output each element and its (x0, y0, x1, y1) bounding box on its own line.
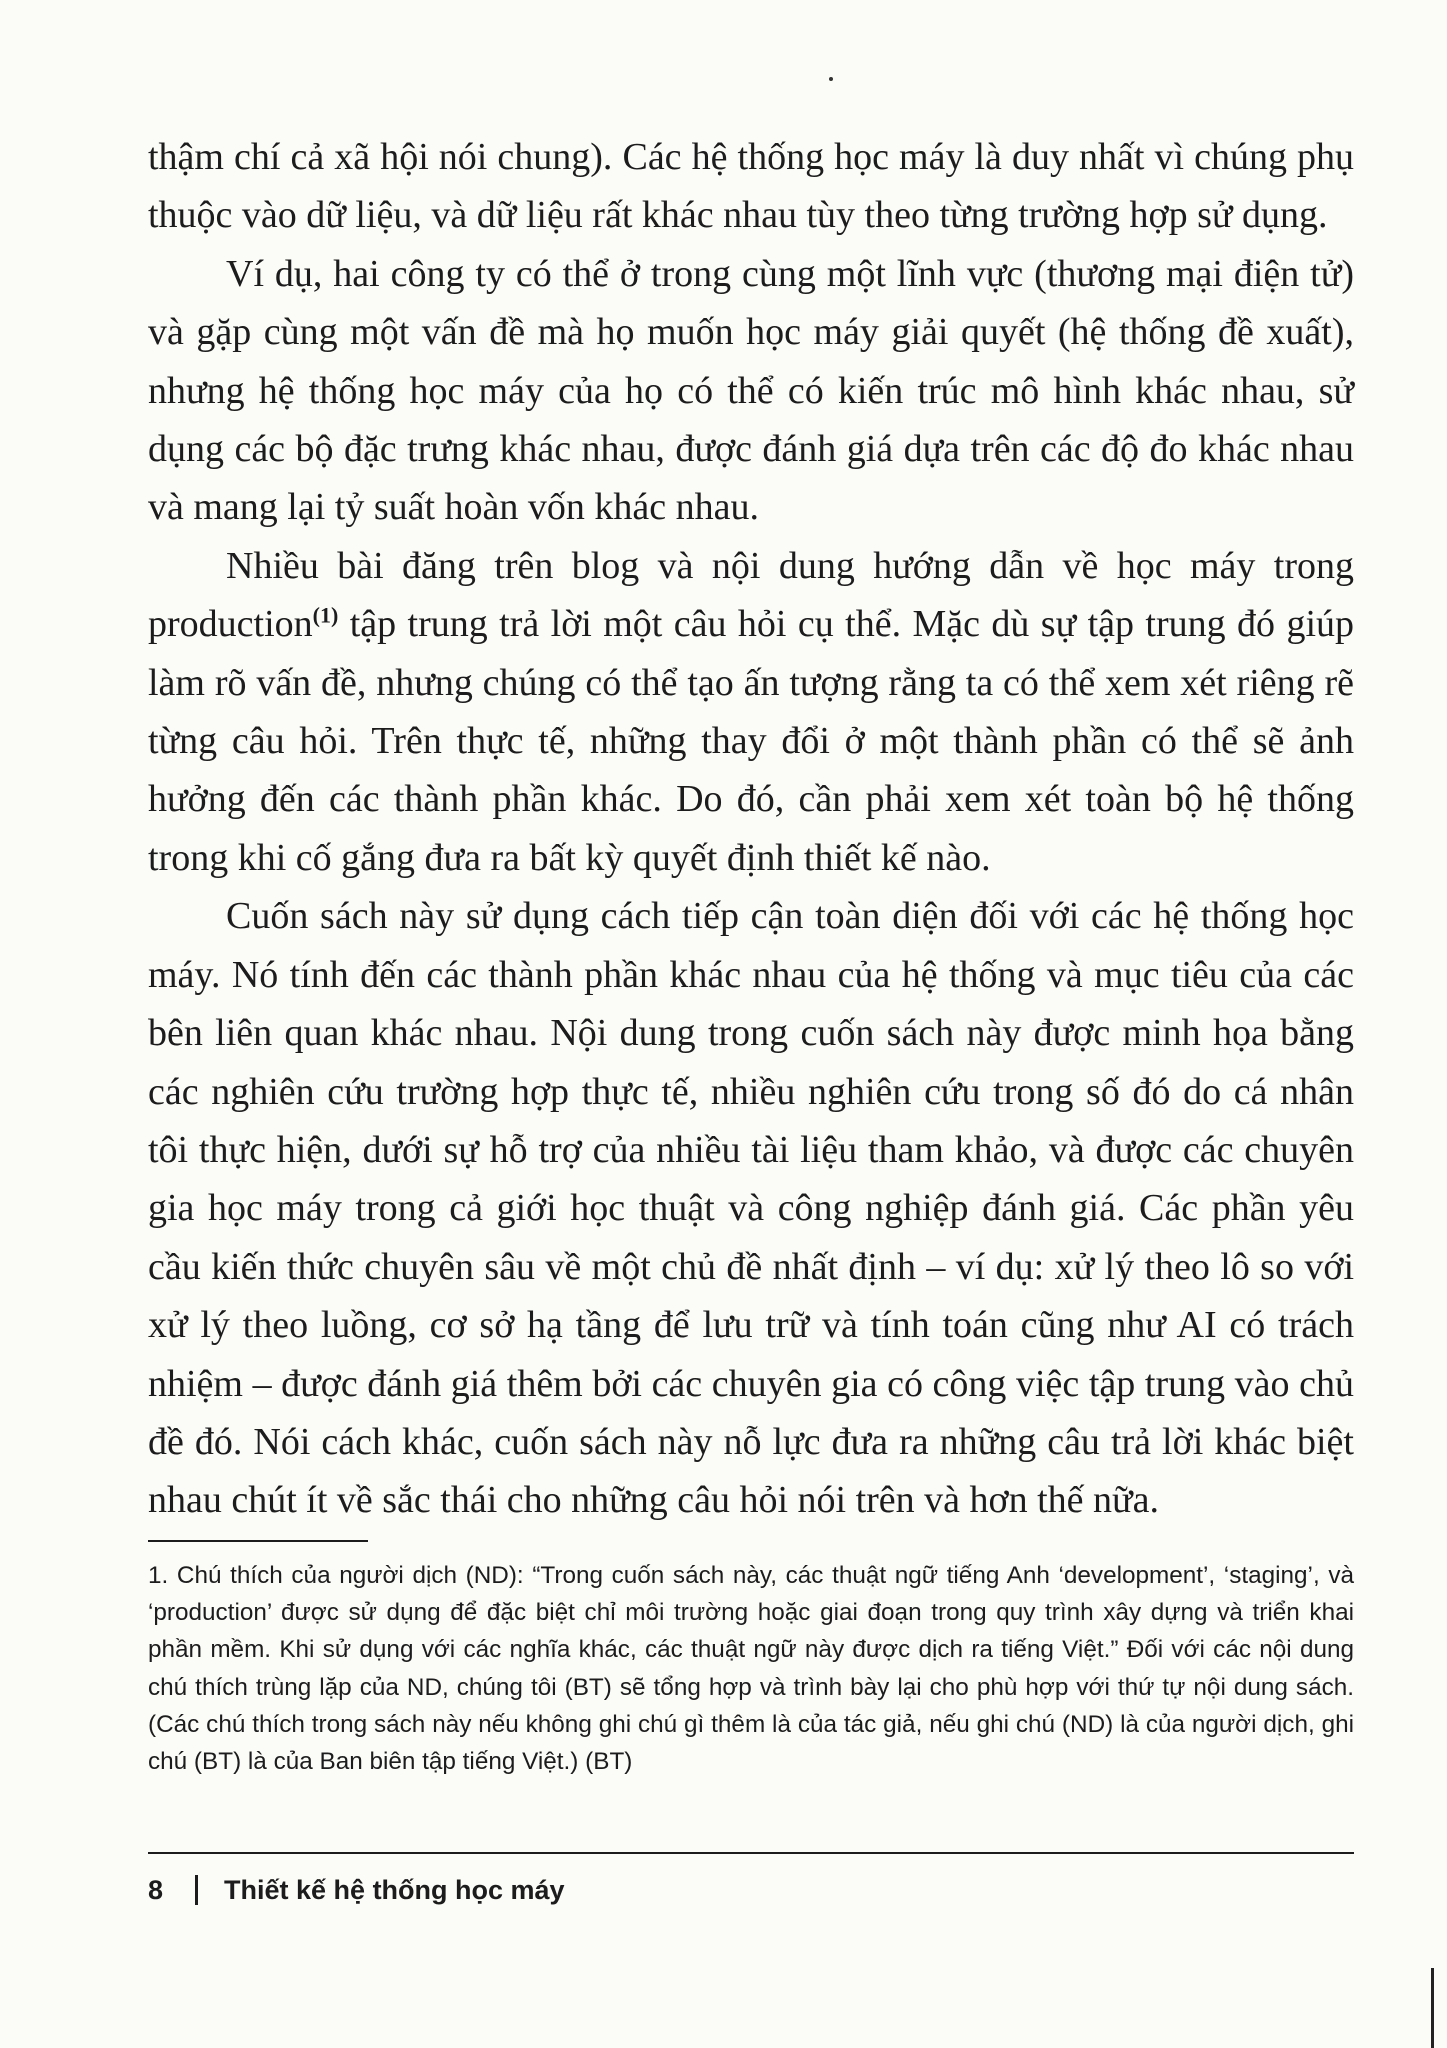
footer-divider (148, 1852, 1354, 1854)
footnote-reference[interactable]: (1) (312, 602, 339, 628)
paragraph-3 (148, 537, 1354, 887)
paragraph-3-before: Nhiều bài đăng trên blog và nội dung hướng dẫn về học máy trong production (148, 544, 1354, 646)
paragraph-2: Ví dụ, hai công ty có thể ở trong cùng một lĩnh vực (thương mại điện tử) và gặp cùng một vấn đề mà họ muốn học máy giải quyết (hệ thống đề xuất), nhưng hệ thống học máy của họ có thể có kiến trúc mô hình khác nhau, sử dụng các bộ đặc trưng khác nhau, được đánh giá dựa trên các độ đo khác nhau và mang lại tỷ suất hoàn vốn khác nhau. (148, 252, 1354, 529)
paragraph-3-after: tập trung trả lời một câu hỏi cụ thể. Mặc dù sự tập trung đó giúp làm rõ vấn đề, nhưng chúng có thể tạo ấn tượng rằng ta có thể xem xét riêng rẽ từng câu hỏi. Trên thực tế, những thay đổi ở một thành phần có thể sẽ ảnh hưởng đến các thành phần khác. Do đó, cần phải xem xét toàn bộ hệ thống trong khi cố gắng đưa ra bất kỳ quyết định thiết kế nào. (148, 603, 1354, 879)
speck-mark (829, 77, 833, 81)
body-text (148, 128, 1354, 1530)
page-edge-mark (1431, 1968, 1434, 2048)
page-footer (148, 1868, 565, 1912)
footnote-divider (148, 1540, 368, 1542)
paragraph-4: Cuốn sách này sử dụng cách tiếp cận toàn diện đối với các hệ thống học máy. Nó tính đến các thành phần khác nhau của hệ thống và mục tiêu của các bên liên quan khác nhau. Nội dung trong cuốn sách này được minh họa bằng các nghiên cứu trường hợp thực tế, nhiều nghiên cứu trong số đó do cá nhân tôi thực hiện, dưới sự hỗ trợ của nhiều tài liệu tham khảo, và được các chuyên gia học máy trong cả giới học thuật và công nghiệp đánh giá. Các phần yêu cầu kiến thức chuyên sâu về một chủ đề nhất định – ví dụ: xử lý theo lô so với xử lý theo luồng, cơ sở hạ tầng để lưu trữ và tính toán cũng như AI có trách nhiệm – được đánh giá thêm bởi các chuyên gia có công việc tập trung vào chủ đề đó. Nói cách khác, cuốn sách này nỗ lực đưa ra những câu trả lời khác biệt nhau chút ít về sắc thái cho những câu hỏi nói trên và hơn thế nữa. (148, 895, 1354, 1522)
page-number: 8 (148, 1874, 164, 1905)
footer-separator (195, 1875, 198, 1905)
footnote: 1. Chú thích của người dịch (ND): “Trong cuốn sách này, các thuật ngữ tiếng Anh ‘development’, ‘staging’, và ‘production’ được sử dụng để đặc biệt chỉ môi trường hoặc giai đoạn trong quy trình xây dựng và triển khai phần mềm. Khi sử dụng với các nghĩa khác, các thuật ngữ này được dịch ra tiếng Việt.” Đối với các nội dung chú thích trùng lặp của ND, chúng tôi (BT) sẽ tổng hợp và trình bày lại cho phù hợp với thứ tự nội dung sách. (Các chú thích trong sách này nếu không ghi chú gì thêm là của tác giả, nếu ghi chú (ND) là của người dịch, ghi chú (BT) là của Ban biên tập tiếng Việt.) (BT) (148, 1562, 1354, 1776)
running-title: Thiết kế hệ thống học máy (224, 1874, 565, 1905)
paragraph-1: thậm chí cả xã hội nói chung). Các hệ thống học máy là duy nhất vì chúng phụ thuộc vào dữ liệu, và dữ liệu rất khác nhau tùy theo từng trường hợp sử dụng. (148, 136, 1354, 237)
